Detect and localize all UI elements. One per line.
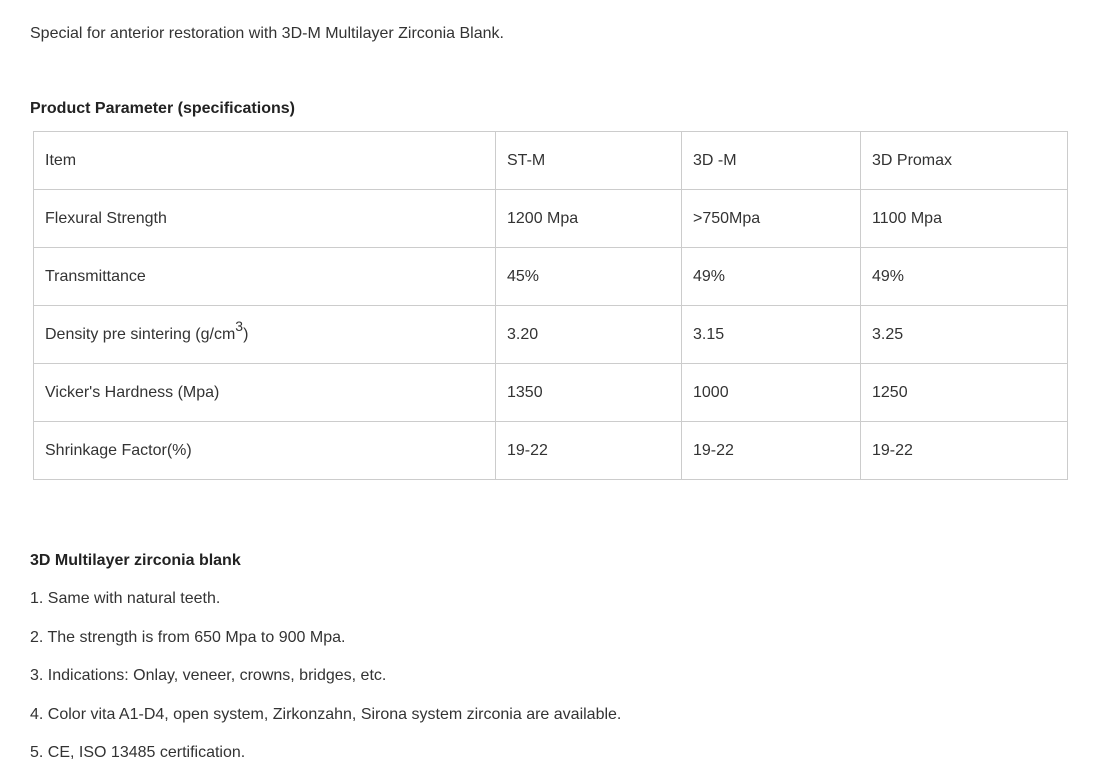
density-label-suffix: ) bbox=[243, 325, 249, 343]
feature-item: 4. Color vita A1-D4, open system, Zirkonzahn, Sirona system zirconia are available. bbox=[30, 705, 622, 723]
intro-text: Special for anterior restoration with 3D-M Multilayer Zirconia Blank. bbox=[30, 25, 504, 42]
table-cell-value: 3.20 bbox=[496, 306, 682, 364]
table-cell-value: 45% bbox=[496, 248, 682, 306]
table-header-cell: 3D -M bbox=[682, 132, 861, 190]
table-cell-value: 3.25 bbox=[861, 306, 1068, 364]
feature-list bbox=[30, 589, 1069, 762]
table-header-row bbox=[34, 132, 1068, 190]
table-cell-item: Transmittance bbox=[34, 248, 496, 306]
feature-item: 5. CE, ISO 13485 certification. bbox=[30, 744, 246, 761]
table-header-cell: ST-M bbox=[496, 132, 682, 190]
feature-item: 1. Same with natural teeth. bbox=[30, 590, 221, 607]
table-cell-item bbox=[34, 306, 496, 364]
density-label: Density pre sintering (g/cm bbox=[45, 325, 236, 343]
feature-item: 2. The strength is from 650 Mpa to 900 Mpa. bbox=[30, 628, 346, 646]
table-header-cell: 3D Promax bbox=[861, 132, 1068, 190]
table-row bbox=[34, 248, 1068, 306]
table-row bbox=[34, 190, 1068, 248]
table-cell-value: 19-22 bbox=[861, 422, 1068, 480]
table-cell-item: Vicker's Hardness (Mpa) bbox=[34, 364, 496, 422]
table-cell-value: 1000 bbox=[682, 364, 861, 422]
table-row bbox=[34, 422, 1068, 480]
table-cell-item: Shrinkage Factor(%) bbox=[34, 422, 496, 480]
feature-item: 3. Indications: Onlay, veneer, crowns, bridges, etc. bbox=[30, 667, 387, 684]
table-header-cell: Item bbox=[34, 132, 496, 190]
table-row bbox=[34, 306, 1068, 364]
table-cell-value: 19-22 bbox=[682, 422, 861, 480]
table-cell-value: 1100 Mpa bbox=[861, 190, 1068, 248]
table-cell-value: 1200 Mpa bbox=[496, 190, 682, 248]
superscript-3: 3 bbox=[235, 318, 244, 335]
table-row bbox=[34, 364, 1068, 422]
product-parameter-title: Product Parameter (specifications) bbox=[30, 100, 295, 117]
table-cell-value: 1350 bbox=[496, 364, 682, 422]
table-cell-value: >750Mpa bbox=[682, 190, 861, 248]
table-cell-value: 19-22 bbox=[496, 422, 682, 480]
table-cell-item: Flexural Strength bbox=[34, 190, 496, 248]
table-cell-value: 49% bbox=[682, 248, 861, 306]
zirconia-blank-title: 3D Multilayer zirconia blank bbox=[30, 552, 241, 569]
table-cell-value: 3.15 bbox=[682, 306, 861, 364]
table-cell-value: 1250 bbox=[861, 364, 1068, 422]
table-cell-value: 49% bbox=[861, 248, 1068, 306]
spec-table bbox=[33, 131, 1068, 480]
